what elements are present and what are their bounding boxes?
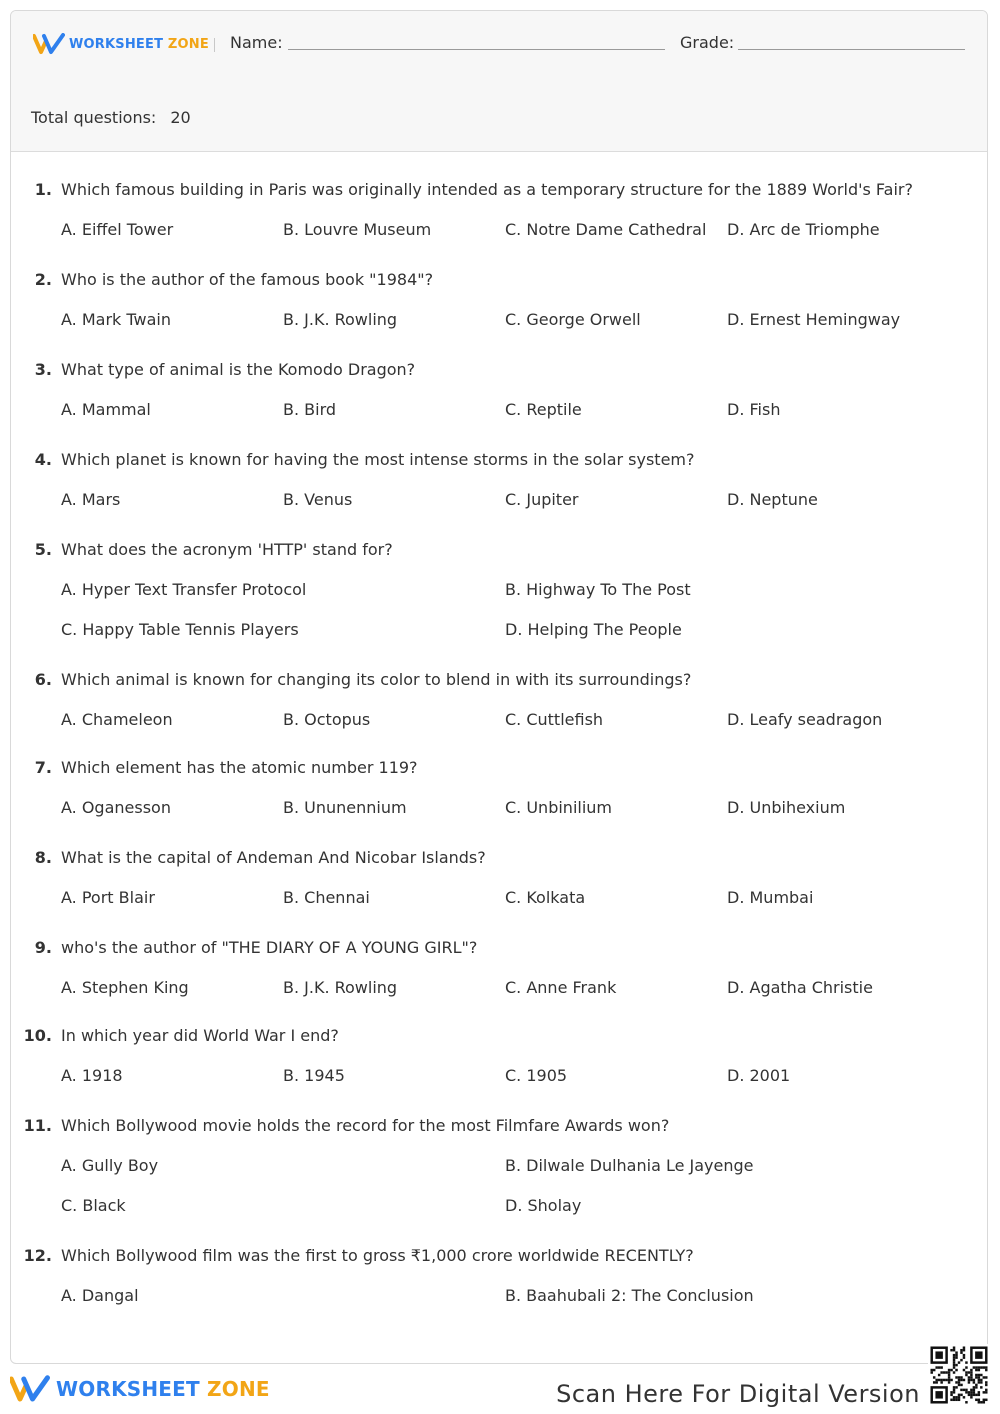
brand-text-zone: ZONE: [167, 36, 209, 52]
question-number: 8.: [34, 848, 52, 867]
answer-option[interactable]: A. Dangal: [61, 1286, 139, 1305]
question-number: 10.: [23, 1026, 52, 1045]
name-field[interactable]: [288, 49, 665, 50]
answer-option[interactable]: C. Kolkata: [505, 888, 586, 907]
answer-option[interactable]: D. Unbihexium: [727, 798, 846, 817]
brand-text-worksheet: WORKSHEET: [69, 36, 164, 52]
answer-option[interactable]: B. Highway To The Post: [505, 580, 691, 599]
answer-option[interactable]: B. J.K. Rowling: [283, 978, 398, 997]
answer-option[interactable]: C. Happy Table Tennis Players: [61, 620, 299, 639]
header-divider: [214, 38, 215, 52]
question-text: Which famous building in Paris was originally intended as a temporary structure for the 1889 World's Fair?: [61, 180, 913, 199]
answer-option[interactable]: B. 1945: [283, 1066, 345, 1085]
answer-option[interactable]: D. Ernest Hemingway: [727, 310, 901, 329]
question-number: 11.: [23, 1116, 52, 1135]
question-text: Which Bollywood movie holds the record for the most Filmfare Awards won?: [61, 1116, 670, 1135]
name-label: Name:: [230, 33, 283, 52]
page-footer: [0, 1364, 1000, 1414]
answer-option[interactable]: D. Agatha Christie: [727, 978, 873, 997]
answer-option[interactable]: B. Venus: [283, 490, 353, 509]
brand-logo: [33, 33, 209, 55]
footer-brand-text-zone: ZONE: [207, 1377, 270, 1401]
answer-option[interactable]: B. Dilwale Dulhania Le Jayenge: [505, 1156, 754, 1175]
question-text: Which element has the atomic number 119?: [61, 758, 418, 777]
answer-option[interactable]: D. Fish: [727, 400, 781, 419]
question-number: 5.: [34, 540, 52, 559]
answer-option[interactable]: B. Ununennium: [283, 798, 407, 817]
question-text: What does the acronym 'HTTP' stand for?: [61, 540, 393, 559]
footer-logo-w-icon: [10, 1374, 50, 1404]
answer-option[interactable]: D. Neptune: [727, 490, 818, 509]
footer-brand-text-worksheet: WORKSHEET: [56, 1377, 200, 1401]
answer-option[interactable]: D. Helping The People: [505, 620, 682, 639]
grade-label: Grade:: [680, 33, 735, 52]
question-text: What is the capital of Andeman And Nicobar Islands?: [61, 848, 486, 867]
answer-option[interactable]: B. Octopus: [283, 710, 371, 729]
question-number: 12.: [23, 1246, 52, 1265]
answer-option[interactable]: A. Mars: [61, 490, 121, 509]
question-number: 7.: [34, 758, 52, 777]
footer-brand-logo: [10, 1374, 270, 1404]
answer-option[interactable]: C. Cuttlefish: [505, 710, 604, 729]
question-text: who's the author of "THE DIARY OF A YOUNG GIRL"?: [61, 938, 478, 957]
answer-option[interactable]: A. Oganesson: [61, 798, 171, 817]
question-text: Who is the author of the famous book "1984"?: [61, 270, 434, 289]
answer-option[interactable]: B. J.K. Rowling: [283, 310, 398, 329]
answer-option[interactable]: C. George Orwell: [505, 310, 641, 329]
answer-option[interactable]: A. Gully Boy: [61, 1156, 159, 1175]
answer-option[interactable]: B. Louvre Museum: [283, 220, 432, 239]
total-questions: [31, 108, 191, 127]
question-text: In which year did World War I end?: [61, 1026, 339, 1045]
answer-option[interactable]: C. Reptile: [505, 400, 582, 419]
answer-option[interactable]: A. 1918: [61, 1066, 123, 1085]
question-text: Which animal is known for changing its color to blend in with its surroundings?: [61, 670, 692, 689]
answer-option[interactable]: A. Hyper Text Transfer Protocol: [61, 580, 307, 599]
total-questions-value: 20: [170, 108, 191, 127]
question-number: 9.: [34, 938, 52, 957]
question-number: 3.: [34, 360, 52, 379]
worksheet-header: [11, 11, 987, 152]
answer-option[interactable]: A. Eiffel Tower: [61, 220, 174, 239]
scan-here-text: Scan Here For Digital Version: [556, 1380, 920, 1408]
question-number: 1.: [34, 180, 52, 199]
logo-w-icon: [33, 33, 65, 55]
answer-option[interactable]: B. Chennai: [283, 888, 370, 907]
question-number: 6.: [34, 670, 52, 689]
grade-field[interactable]: [738, 49, 965, 50]
answer-option[interactable]: A. Chameleon: [61, 710, 173, 729]
question-text: What type of animal is the Komodo Dragon?: [61, 360, 416, 379]
answer-option[interactable]: D. 2001: [727, 1066, 791, 1085]
worksheet: [10, 10, 988, 1364]
answer-option[interactable]: A. Stephen King: [61, 978, 189, 997]
question-text: Which planet is known for having the most intense storms in the solar system?: [61, 450, 695, 469]
answer-option[interactable]: B. Baahubali 2: The Conclusion: [505, 1286, 754, 1305]
answer-option[interactable]: C. Black: [61, 1196, 126, 1215]
answer-option[interactable]: C. Anne Frank: [505, 978, 617, 997]
answer-option[interactable]: D. Mumbai: [727, 888, 814, 907]
answer-option[interactable]: D. Arc de Triomphe: [727, 220, 880, 239]
question-number: 2.: [34, 270, 52, 289]
qr-code-icon[interactable]: [928, 1344, 990, 1406]
answer-option[interactable]: A. Port Blair: [61, 888, 155, 907]
answer-option[interactable]: C. Notre Dame Cathedral: [505, 220, 707, 239]
total-questions-label: Total questions:: [31, 108, 157, 127]
answer-option[interactable]: C. 1905: [505, 1066, 568, 1085]
answer-option[interactable]: A. Mammal: [61, 400, 151, 419]
answer-option[interactable]: D. Leafy seadragon: [727, 710, 883, 729]
answer-option[interactable]: C. Jupiter: [505, 490, 579, 509]
answer-option[interactable]: A. Mark Twain: [61, 310, 171, 329]
answer-option[interactable]: B. Bird: [283, 400, 337, 419]
question-number: 4.: [34, 450, 52, 469]
answer-option[interactable]: D. Sholay: [505, 1196, 582, 1215]
question-text: Which Bollywood film was the first to gross ₹1,000 crore worldwide RECENTLY?: [61, 1246, 694, 1265]
answer-option[interactable]: C. Unbinilium: [505, 798, 612, 817]
